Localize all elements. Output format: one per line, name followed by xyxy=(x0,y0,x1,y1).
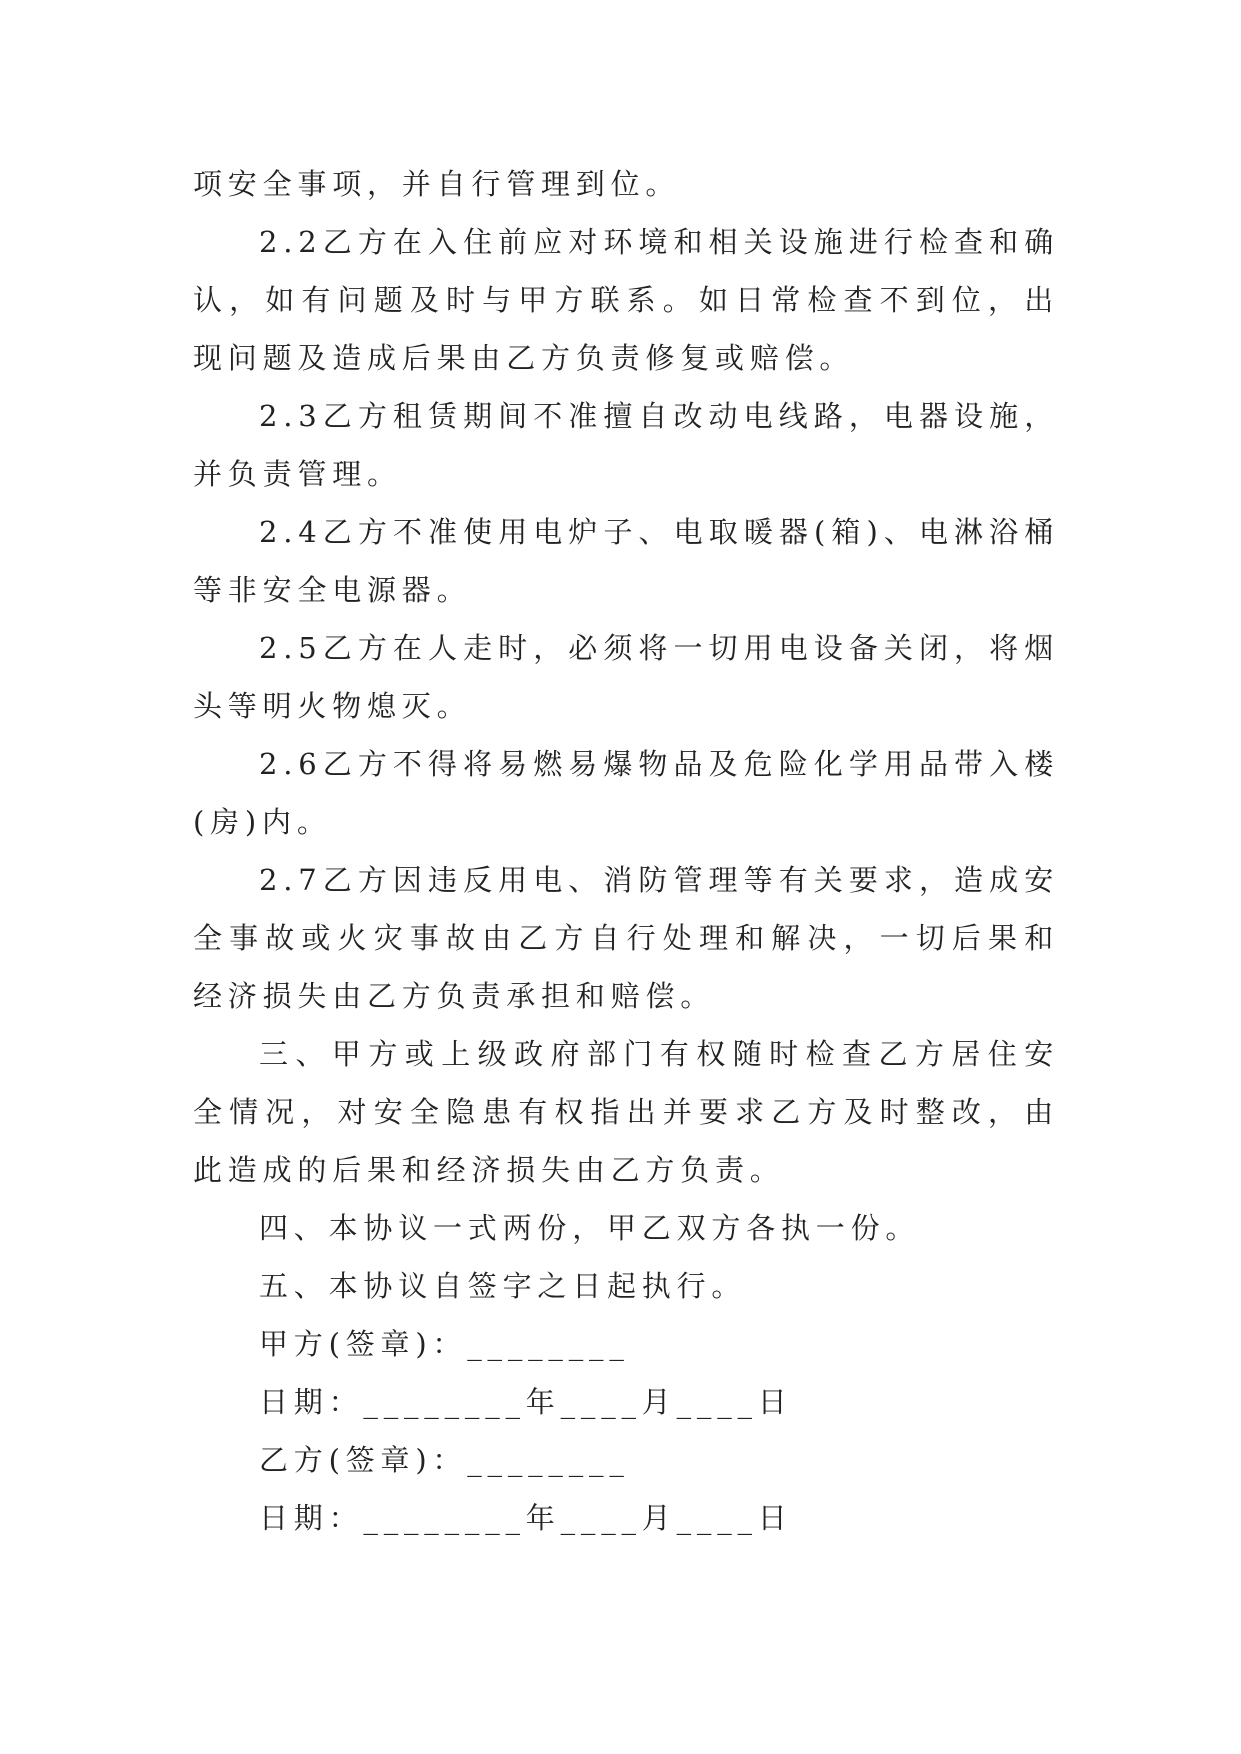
clause-3: 三、甲方或上级政府部门有权随时检查乙方居住安全情况，对安全隐患有权指出并要求乙方及时整改，由此造成的后果和经济损失由乙方负责。 xyxy=(193,1037,1059,1187)
clause-2-5: 2.5乙方在人走时，必须将一切用电设备关闭，将烟头等明火物熄灭。 xyxy=(193,631,1059,723)
party-b-signature-line: 乙方(签章)：________ xyxy=(259,1443,630,1477)
document-body xyxy=(193,155,1059,1547)
clause-2-3: 2.3乙方租赁期间不准擅自改动电线路，电器设施，并负责管理。 xyxy=(193,399,1059,491)
paragraph-continuation: 项安全事项，并自行管理到位。 xyxy=(193,167,681,201)
party-a-date-line: 日期：________年____月____日 xyxy=(259,1385,793,1419)
clause-2-4: 2.4乙方不准使用电炉子、电取暖器(箱)、电淋浴桶等非安全电源器。 xyxy=(193,515,1059,607)
clause-2-7: 2.7乙方因违反用电、消防管理等有关要求，造成安全事故或火灾事故由乙方自行处理和解决，一切后果和经济损失由乙方负责承担和赔偿。 xyxy=(193,863,1059,1013)
clause-5: 五、本协议自签字之日起执行。 xyxy=(259,1269,747,1303)
clause-2-6: 2.6乙方不得将易燃易爆物品及危险化学用品带入楼(房)内。 xyxy=(193,747,1059,839)
clause-4: 四、本协议一式两份，甲乙双方各执一份。 xyxy=(259,1211,921,1245)
party-a-signature-line: 甲方(签章)：________ xyxy=(259,1327,630,1361)
party-b-date-line: 日期：________年____月____日 xyxy=(259,1501,793,1535)
clause-2-2: 2.2乙方在入住前应对环境和相关设施进行检查和确认，如有问题及时与甲方联系。如日常检查不到位，出现问题及造成后果由乙方负责修复或赔偿。 xyxy=(193,225,1059,375)
